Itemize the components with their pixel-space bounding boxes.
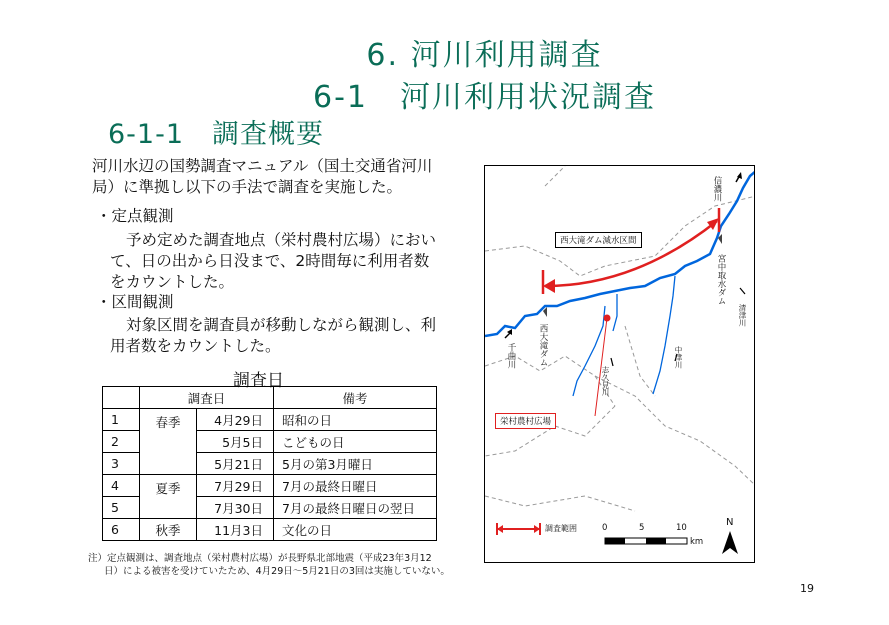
- method-fixed-point-title: ・定点観測: [96, 207, 174, 225]
- reduced-flow-section: [545, 221, 717, 286]
- row-season: 春季: [140, 409, 197, 475]
- section-label: 西大滝ダム減水区間: [555, 232, 642, 248]
- map-drawing: [485, 166, 755, 563]
- intro-line: 局）に準拠し以下の手法で調査を実施した。: [92, 178, 403, 196]
- text-line: をカウントした。: [110, 273, 235, 291]
- row-date: 5月5日: [197, 431, 274, 453]
- header-cell: [103, 387, 140, 409]
- row-note: 5月の第3月曜日: [274, 453, 437, 475]
- legend-label: 調査範囲: [545, 524, 577, 533]
- tributary-mid: [613, 294, 617, 331]
- row-no: 6: [103, 519, 140, 541]
- row-date: 5月21日: [197, 453, 274, 475]
- row-date: 11月3日: [197, 519, 274, 541]
- footnote-line: 日）による被害を受けていたため、4月29日～5月21日の3回は実施していない。: [104, 566, 450, 577]
- row-note: 文化の日: [274, 519, 437, 541]
- row-season: 夏季: [140, 475, 197, 519]
- station-label: 栄村農村広場: [495, 413, 556, 429]
- text-line: 用者数をカウントした。: [110, 337, 281, 355]
- row-no: 5: [103, 497, 140, 519]
- row-note: 昭和の日: [274, 409, 437, 431]
- page-number: 19: [800, 582, 814, 595]
- north-arrow-icon: [722, 531, 738, 554]
- boundary-lines: [485, 166, 755, 511]
- row-note: 7月の最終日曜日: [274, 475, 437, 497]
- subsection-title: 6-1-1 調査概要: [108, 119, 325, 150]
- table-row: [103, 409, 437, 431]
- intro-paragraph: [92, 156, 487, 198]
- scale-label: 5: [639, 523, 645, 533]
- footnote-line: 注）定点観測は、調査地点（栄村農村広場）が長野県北部地震（平成23年3月12: [88, 553, 432, 564]
- table-caption: 調査日: [233, 371, 284, 391]
- row-no: 2: [103, 431, 140, 453]
- dam-label: 宮中取水ダム: [716, 254, 726, 305]
- method-section-text: [110, 315, 470, 357]
- schedule-table: [102, 386, 437, 541]
- row-note: 7月の最終日曜日の翌日: [274, 497, 437, 519]
- slide-title: 6. 河川利用調査: [366, 38, 603, 73]
- river-label: 中津川: [674, 346, 683, 369]
- survey-map: [484, 165, 755, 563]
- row-no: 4: [103, 475, 140, 497]
- scale-label: 10: [676, 523, 687, 533]
- tributary-nakatsu: [653, 276, 675, 394]
- section-title: 6-1 河川利用状況調査: [313, 80, 656, 115]
- table-row: [103, 519, 437, 541]
- footnote: [88, 552, 468, 578]
- scale-unit: km: [690, 537, 704, 547]
- row-no: 1: [103, 409, 140, 431]
- row-no: 3: [103, 453, 140, 475]
- scale-label: 0: [602, 523, 608, 533]
- row-note: こどもの日: [274, 431, 437, 453]
- intro-line: 河川水辺の国勢調査マニュアル（国土交通省河川: [92, 157, 433, 175]
- river-label: 志久見川: [601, 366, 610, 396]
- method-section-title: ・区間観測: [96, 293, 174, 311]
- river-label: 信濃川: [712, 176, 722, 202]
- row-date: 4月29日: [197, 409, 274, 431]
- table-row: [103, 475, 437, 497]
- river-label: 千曲川: [506, 343, 516, 369]
- text-line: 対象区間を調査員が移動しながら観測し、利: [126, 316, 437, 334]
- method-fixed-point-text: [110, 230, 470, 293]
- north-label: N: [726, 517, 734, 528]
- header-cell: 調査日: [140, 387, 274, 409]
- table-header-row: [103, 387, 437, 409]
- dam-label: 西大滝ダム: [538, 324, 548, 367]
- row-date: 7月29日: [197, 475, 274, 497]
- row-season: 秋季: [140, 519, 197, 541]
- text-line: て、日の出から日没まで、2時間毎に利用者数: [110, 252, 430, 270]
- text-line: 予め定めた調査地点（栄村農村広場）におい: [126, 231, 437, 249]
- row-date: 7月30日: [197, 497, 274, 519]
- river-label: 清津川: [738, 304, 747, 327]
- header-cell: 備考: [274, 387, 437, 409]
